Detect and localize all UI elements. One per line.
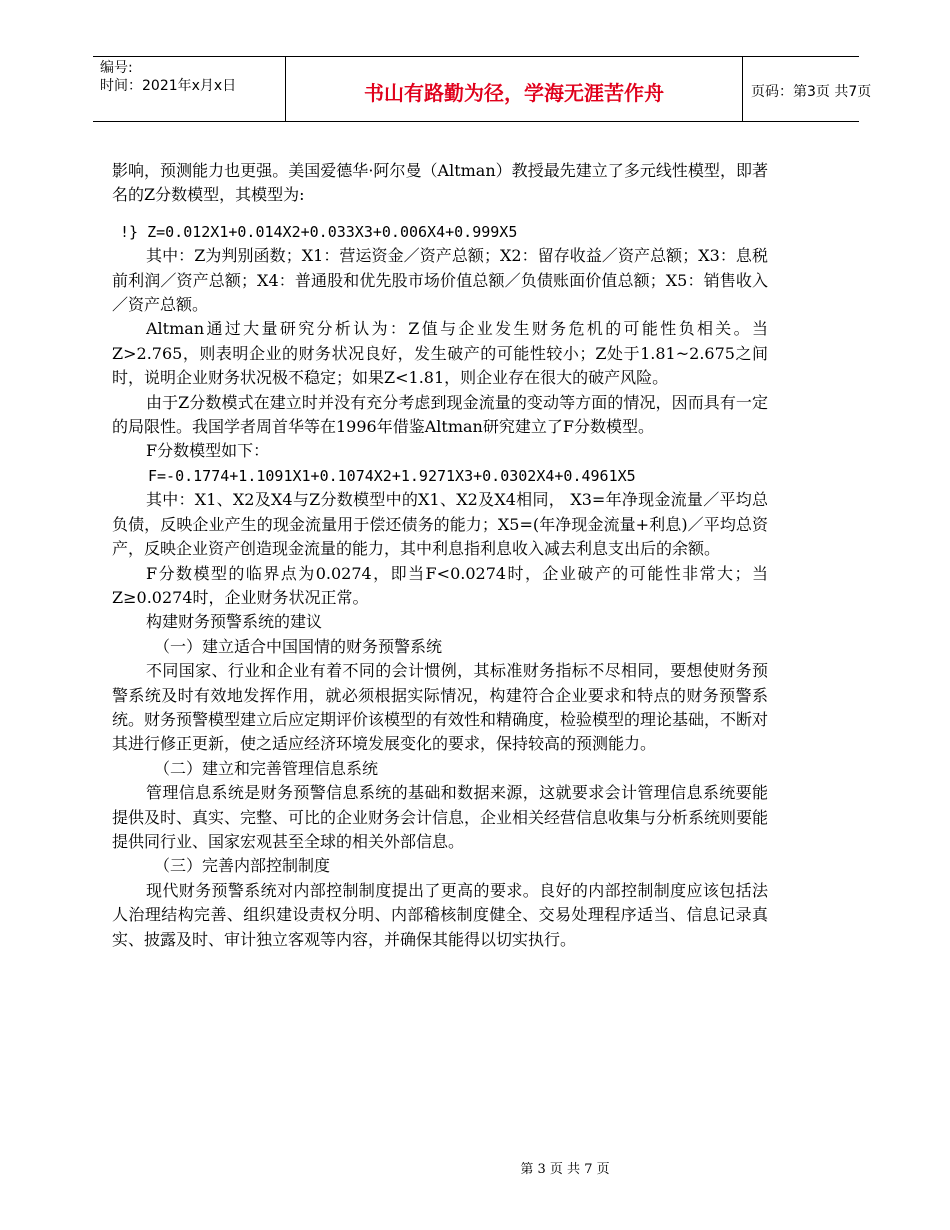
z-score-formula: !} Z=0.012X1+0.014X2+0.033X3+0.006X4+0.999X5 — [120, 222, 518, 241]
paragraph-f-variables: 其中：X1、X2及X4与Z分数模型中的X1、X2及X4相同， X3=年净现金流量／平均总负债，反映企业产生的现金流量用于偿还债务的能力；X5=(年净现金流量+利息)／平均总资产，反映企业资产创造现金流量的能力，其中利息指利息收入减去利息支出后的余额。 — [112, 490, 768, 559]
paragraph-f-model-origin: 由于Z分数模式在建立时并没有充分考虑到现金流量的变动等方面的情况，因而具有一定的局限性。我国学者周首华等在1996年借鉴Altman研究建立了F分数模型。 — [112, 392, 768, 437]
subheading-1: （一）建立适合中国国情的财务预警系统 — [154, 636, 443, 656]
paragraph-f-threshold: F分数模型的临界点为0.0274，即当F<0.0274时，企业破产的可能性非常大；当Z≥0.0274时，企业财务状况正常。 — [112, 563, 768, 607]
f-score-formula: F=-0.1774+1.1091X1+0.1074X2+1.9271X3+0.0302X4+0.4961X5 — [148, 466, 636, 485]
document-number-label: 编号: — [100, 60, 133, 76]
header-page-number: 页码：第3页 共7页 — [751, 84, 872, 100]
paragraph-z-variables: 其中：Z为判别函数；X1：营运资金／资产总额；X2：留存收益／资产总额；X3：息税前利润／资产总额；X4：普通股和优先股市场价值总额／负债账面价值总额；X5：销售收入／资产总额。 — [112, 246, 768, 315]
subheading-2: （二）建立和完善管理信息系统 — [154, 758, 379, 778]
page-header — [93, 56, 872, 122]
page-footer: 第 3 页 共 7 页 — [520, 1162, 610, 1177]
paragraph-suggestion-1: 不同国家、行业和企业有着不同的会计惯例，其标准财务指标不尽相同，要想使财务预警系统及时有效地发挥作用，就必须根据实际情况，构建符合企业要求和特点的财务预警系统。财务预警模型建立后应定期评价该模型的有效性和精确度，检验模型的理论基础，不断对其进行修正更新，使之适应经济环境发展变化的要求，保持较高的预测能力。 — [112, 661, 769, 754]
paragraph-suggestion-2: 管理信息系统是财务预警信息系统的基础和数据来源，这就要求会计管理信息系统要能提供及时、真实、完整、可比的企业财务会计信息，企业相关经营信息收集与分析系统则要能提供同行业、国家宏观甚至全球的相关外部信息。 — [112, 783, 769, 851]
header-motto: 书山有路勤为径，学海无涯苦作舟 — [364, 81, 664, 105]
subheading-3: （三）完善内部控制制度 — [154, 856, 331, 876]
document-time-label: 时间：2021年x月x日 — [100, 78, 237, 94]
paragraph-suggestion-3: 现代财务预警系统对内部控制制度提出了更高的要求。良好的内部控制制度应该包括法人治理结构完善、组织建设责权分明、内部稽核制度健全、交易处理程序适当、信息记录真实、披露及时、审计独立客观等内容，并确保其能得以切实执行。 — [112, 880, 768, 949]
paragraph-z-analysis: Altman通过大量研究分析认为：Z值与企业发生财务危机的可能性负相关。当Z>2.765，则表明企业的财务状况良好，发生破产的可能性较小；Z处于1.81~2.675之间时，说明企业财务状况极不稳定；如果Z<1.81，则企业存在很大的破产风险。 — [112, 319, 768, 388]
paragraph-intro: 影响，预测能力也更强。美国爱德华·阿尔曼（Altman）教授最先建立了多元线性模型，即著名的Z分数模型，其模型为: — [112, 161, 768, 205]
header-info-cell — [93, 57, 285, 121]
section-heading-suggestions: 构建财务预警系统的建议 — [146, 612, 323, 632]
header-motto-cell — [285, 57, 743, 121]
paragraph-f-model-intro: F分数模型如下： — [146, 441, 270, 461]
header-page-cell — [742, 57, 872, 121]
document-body — [112, 159, 768, 952]
